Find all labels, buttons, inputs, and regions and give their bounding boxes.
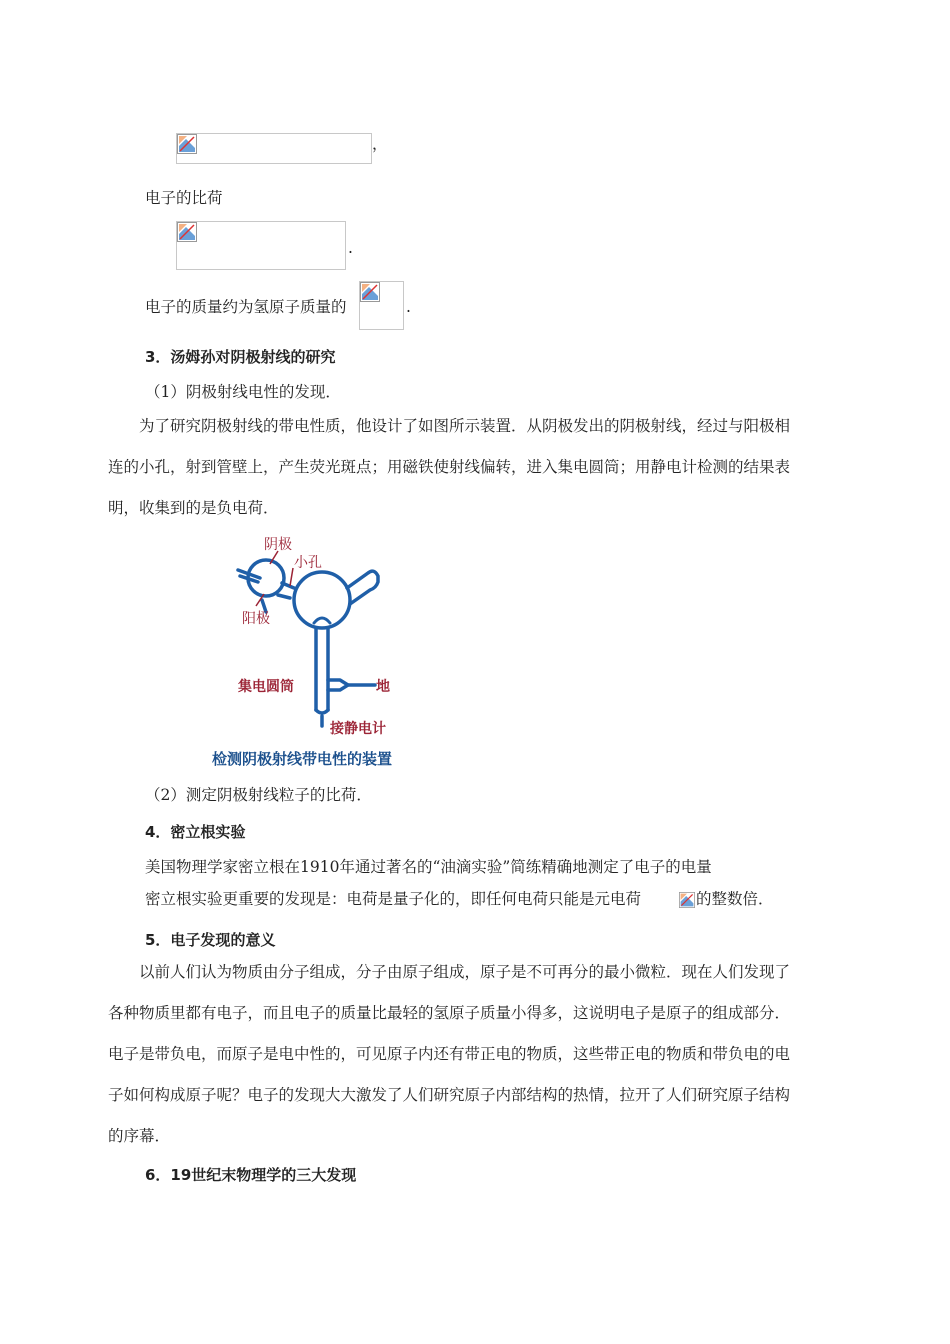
formula-image-2 bbox=[176, 221, 346, 270]
label-ground: 地 bbox=[376, 679, 390, 695]
section-3-sub2: （2）测定阴极射线粒子的比荷． bbox=[145, 786, 372, 804]
formula-image-1 bbox=[176, 133, 372, 164]
section-3-paragraph bbox=[108, 406, 850, 529]
period-2: . bbox=[406, 298, 411, 316]
apparatus-figure bbox=[210, 528, 460, 778]
label-anode: 阳极 bbox=[242, 611, 270, 627]
paragraph-line: 各种物质里都有电子，而且电子的质量比最轻的氢原子质量小得多，这说明电子是原子的组成部分． bbox=[108, 1004, 791, 1022]
paragraph-line: 的序幕． bbox=[108, 1127, 171, 1145]
paragraph-line: 明，收集到的是负电荷． bbox=[108, 499, 279, 517]
figure-caption: 检测阴极射线带电性的装置 bbox=[212, 750, 393, 768]
label-hole: 小孔 bbox=[294, 555, 322, 571]
paragraph-line: 子如何构成原子呢？电子的发现大大激发了人们研究原子内部结构的热情，拉开了人们研究原子结构 bbox=[108, 1086, 791, 1104]
paragraph-line: 以前人们认为物质由分子组成，分子由原子组成，原子是不可再分的最小微粒．现在人们发现了 bbox=[139, 963, 791, 981]
comma-1: ， bbox=[372, 135, 388, 153]
mass-text: 电子的质量约为氢原子质量的 bbox=[145, 298, 347, 316]
section-4-line2b: 的整数倍． bbox=[696, 890, 774, 908]
section-4-line2a: 密立根实验更重要的发现是：电荷是量子化的，即任何电荷只能是元电荷 bbox=[145, 890, 642, 908]
section-6-heading: 6．19世纪末物理学的三大发现 bbox=[145, 1166, 357, 1184]
section-4-line1: 美国物理学家密立根在1910年通过著名的“油滴实验”简练精确地测定了电子的电量 bbox=[145, 858, 712, 876]
period-1: . bbox=[348, 239, 353, 257]
label-collector: 集电圆筒 bbox=[238, 679, 294, 695]
broken-image-icon bbox=[177, 134, 197, 154]
section-4-heading: 4．密立根实验 bbox=[145, 823, 246, 841]
paragraph-line: 连的小孔，射到管壁上，产生荧光斑点；用磁铁使射线偏转，进入集电圆筒；用静电计检测的结果表 bbox=[108, 458, 791, 476]
paragraph-line: 为了研究阴极射线的带电性质，他设计了如图所示装置．从阴极发出的阴极射线，经过与阳极相 bbox=[139, 417, 791, 435]
charge-ratio-label: 电子的比荷 bbox=[145, 189, 223, 207]
label-cathode: 阴极 bbox=[264, 537, 292, 553]
section-3-heading: 3．汤姆孙对阴极射线的研究 bbox=[145, 348, 336, 366]
broken-image-icon bbox=[177, 222, 197, 242]
formula-image-3 bbox=[359, 281, 404, 330]
broken-image-icon bbox=[360, 282, 380, 302]
section-3-sub1: （1）阴极射线电性的发现． bbox=[145, 383, 341, 401]
label-electrometer: 接静电计 bbox=[330, 721, 386, 737]
section-5-paragraph bbox=[108, 952, 850, 1157]
section-5-heading: 5．电子发现的意义 bbox=[145, 931, 276, 949]
paragraph-line: 电子是带负电，而原子是电中性的，可见原子内还有带正电的物质，这些带正电的物质和带负电的电 bbox=[108, 1045, 791, 1063]
apparatus-diagram bbox=[210, 528, 460, 778]
broken-image-icon bbox=[679, 892, 695, 908]
